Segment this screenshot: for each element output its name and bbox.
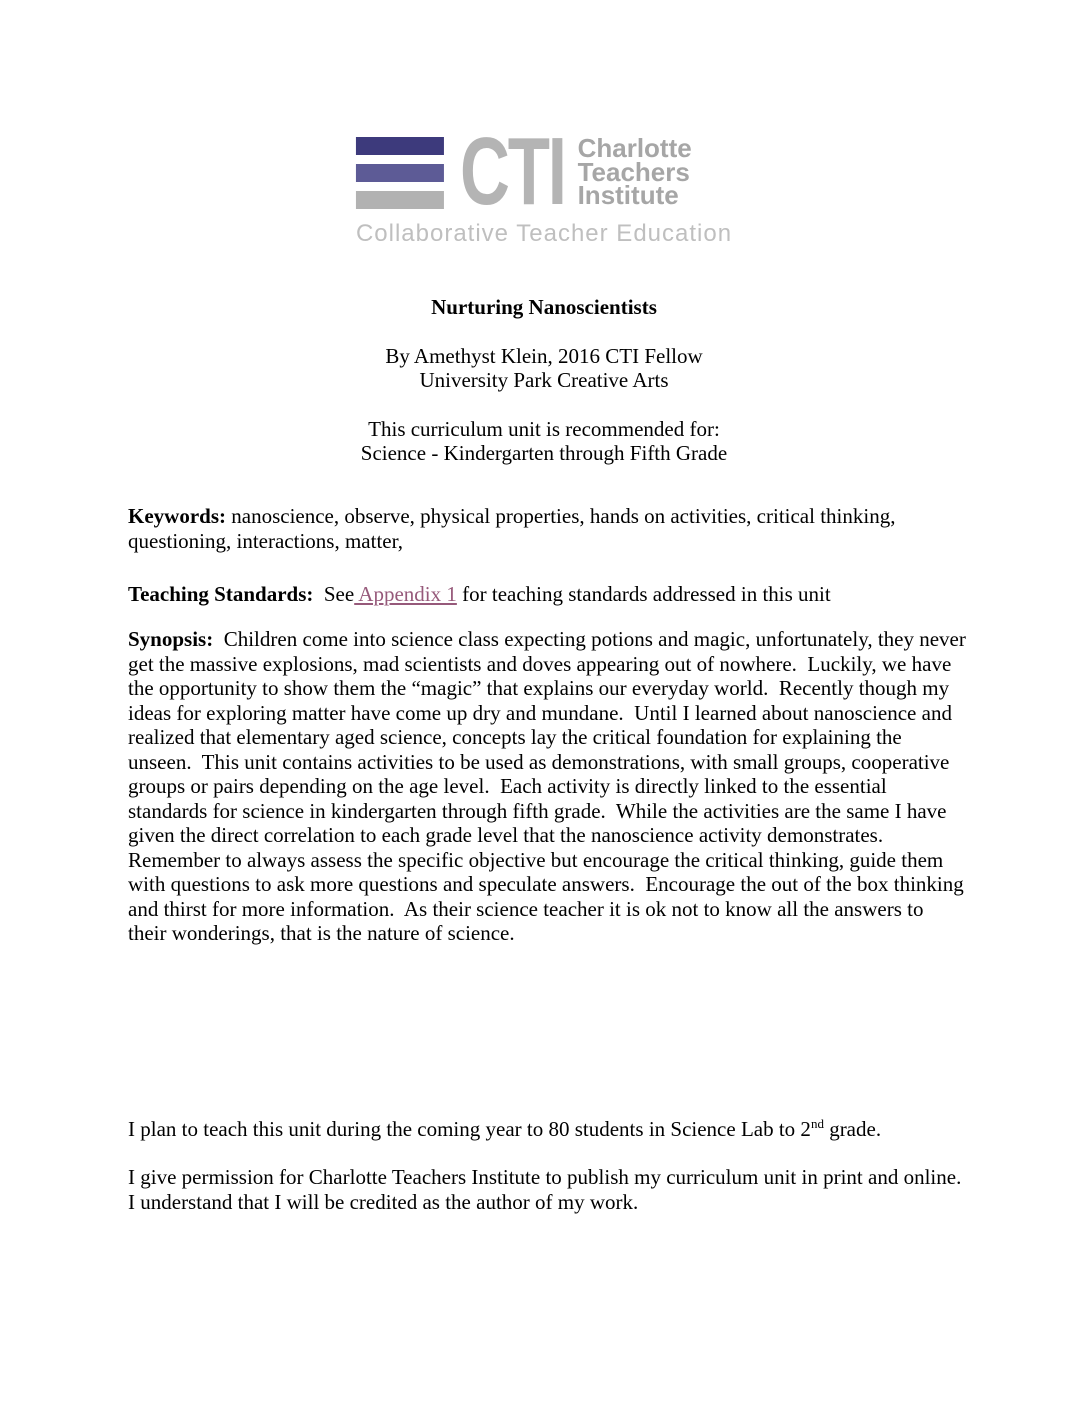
logo-bar-middle <box>356 164 444 182</box>
logo-acronym: CTI <box>459 118 565 225</box>
byline-block <box>0 344 1088 393</box>
page-title: Nurturing Nanoscientists <box>431 295 657 319</box>
permission-paragraph: I give permission for Charlotte Teachers Institute to publish my curriculum unit in print and online. I understand that I will be credited as the author of my work. <box>128 1165 967 1214</box>
plan-ordinal-superscript: nd <box>810 1116 824 1131</box>
synopsis-label: Synopsis: <box>128 627 214 651</box>
teaching-standards-pre: See <box>313 582 355 606</box>
teaching-standards-post: for teaching standards addressed in this unit <box>456 582 831 606</box>
title-block <box>0 295 1088 466</box>
logo-name-line1: Charlotte <box>577 133 692 163</box>
synopsis-paragraph <box>128 627 972 946</box>
logo-bar-top <box>356 137 444 155</box>
logo-institute-name <box>577 133 692 210</box>
appendix-1-link[interactable]: Appendix 1 <box>354 582 457 606</box>
cti-logo-top-row <box>356 118 732 225</box>
keywords-text: nanoscience, observe, physical properties, hands on activities, critical thinking, questioning, interactions, matter, <box>128 504 901 553</box>
logo-tagline: Collaborative Teacher Education <box>355 220 733 247</box>
author-line: By Amethyst Klein, 2016 CTI Fellow <box>385 343 703 368</box>
recommended-for: Science - Kindergarten through Fifth Grade <box>360 441 728 465</box>
keywords-label: Keywords: <box>128 504 226 528</box>
cti-logo <box>355 118 733 248</box>
school-line: University Park Creative Arts <box>419 368 669 392</box>
logo-name-line3: Institute <box>577 180 679 210</box>
logo-name-line2: Teachers <box>577 156 690 187</box>
recommended-intro: This curriculum unit is recommended for: <box>368 416 720 441</box>
logo-bars-icon <box>356 136 444 209</box>
logo-bar-bottom <box>356 191 444 209</box>
plan-text-pre: I plan to teach this unit during the coming year to 80 students in Science Lab to 2 <box>128 1117 811 1141</box>
plan-text-post: grade. <box>823 1117 882 1141</box>
plan-paragraph <box>128 1117 966 1142</box>
teaching-standards-paragraph <box>128 582 966 607</box>
teaching-standards-label: Teaching Standards: <box>128 582 314 606</box>
keywords-paragraph <box>128 504 966 553</box>
synopsis-text: Children come into science class expecting potions and magic, unfortunately, they never get the massive explosions, mad scientists and doves appearing out of nowhere. Luckily, we have the opportunity to show them the “magic” that explains our everyday world. Recently though my ideas for exploring matter have come up dry and mundane. Until I learned about nanoscience and realized that elementary aged science, concepts lay the critical foundation for explaining the unseen. This unit contains activities to be used as demonstrations, with small groups, cooperative groups or pairs depending on the age level. Each activity is directly linked to the essential standards for science in kindergarten through fifth grade. While the activities are the same I have given the direct correlation to each grade level that the nanoscience activity demonstrates. Remember to always assess the specific objective but encourage the critical thinking, guide them with questions to ask more questions and speculate answers. Encourage the out of the box thinking and thirst for more information. As their science teacher it is ok not to know all the answers to their wonderings, that is the nature of science. <box>128 627 972 945</box>
recommended-block <box>0 417 1088 466</box>
